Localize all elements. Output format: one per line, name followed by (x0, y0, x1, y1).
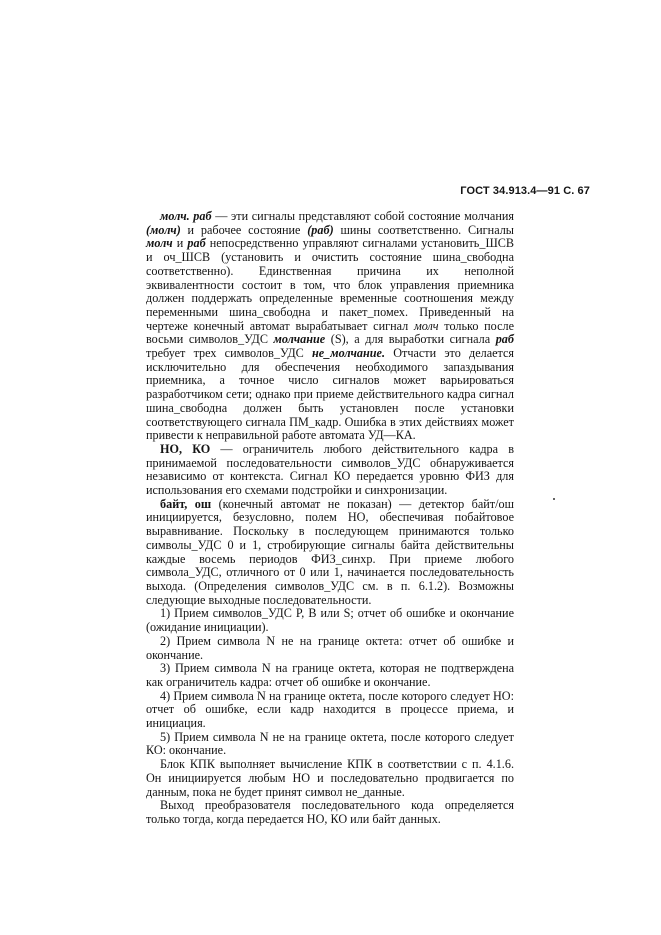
term-molchanie: молчание (273, 332, 326, 347)
text-run: — эти сигналы представляют собой состояние молчания (211, 209, 514, 223)
paragraph-output: Выход преобразователя последовательного кода определяется только тогда, когда передается НО, КО или байт данных. (146, 798, 514, 826)
gost-reference: ГОСТ 34.913.4—91 С. 67 (460, 185, 590, 197)
list-item: 5) Прием символа N не на границе октета, после которого следует КО: окончание. (146, 729, 514, 758)
page-header (410, 185, 590, 197)
text-run: (S), а для выработки сигнала (325, 332, 496, 347)
text-run: только после восьми символов_УДС (146, 318, 514, 347)
term-molch: молч (146, 236, 173, 251)
text-run: Отчасти это делается исключительно для обеспечения необходимого запаздывания приемника, а точное число сигналов может варьироваться разработчиком сети; однако при приеме действительного кадра сигнал шина_свободна должен быть установлен после установки соответствующего сигнала ПМ_кадр. Ошибка в этих действиях может привести к неправильной работе автомата УД—КА. (146, 346, 515, 443)
list-item: 2) Прием символа N не на границе октета: отчет об ошибке и окончание. (146, 633, 514, 662)
list-item: 3) Прием символа N на границе октета, которая не подтверждена как ограничитель кадра: отчет об ошибке и окончание. (146, 661, 514, 689)
scan-speck (496, 744, 498, 746)
paragraph-bait-osh (146, 498, 514, 608)
term-molch: (молч) (146, 222, 181, 237)
text-run: и рабочее состояние (180, 222, 308, 237)
text-run: и (172, 236, 188, 251)
term-bait-osh: байт, ош (160, 496, 212, 511)
term-rab: (раб) (307, 222, 334, 237)
term-rab: раб (187, 236, 206, 251)
text-run: требует трех символов_УДС (146, 346, 312, 361)
paragraph-kpk: Блок КПК выполняет вычисление КПК в соответствии с п. 4.1.6. Он инициируется любым НО и последовательно продвигается по данным, пока не будет принят символ не_данные. (146, 757, 514, 799)
paragraph-no-ko (146, 443, 514, 498)
term-molch-rab: молч. раб (160, 209, 212, 223)
paragraph-molch-rab (146, 210, 514, 443)
text-run: непосредственно управляют сигналами установить_ШСВ и оч_ШСВ (установить и очистить состояние шина_свободна соответственно). Единственная причина их неполной эквивалентности состоит в том, что блок управления приемника должен поддержать определенные временные соотношения между переменными шина_свободна и пакет_помех. Приведенный на чертеже конечный автомат вырабатывает сигнал (146, 236, 514, 333)
term-ne-molchanie: не_молчание. (312, 346, 385, 361)
text-run: (конечный автомат не показан) — детектор байт/ош инициируется, безусловно, полем НО, обеспечивая побайтовое выравнивание. Поскольку в последующем принимаются только символы_УДС 0 и 1, стробирующие сигналы байта действительны каждые восемь периодов ФИЗ_синхр. При приеме любого символа_УДС, отличного от 0 или 1, начинается последовательность выхода. (Определения символов_УДС см. в п. 6.1.2). Возможны следующие выходные последовательности. (146, 496, 514, 607)
text-run: — ограничитель любого действительного кадра в принимаемой последовательности символов_УДС обнаруживается независимо от контекста. Сигнал КО передается уровню ФИЗ для использования его схемами подстройки и синхронизации. (146, 441, 514, 498)
text-run: шины соответственно. Сигналы (333, 222, 514, 237)
list-item: 1) Прием символов_УДС P, B или S; отчет об ошибке и окончание (ожидание инициации). (146, 606, 514, 635)
document-body (146, 210, 514, 827)
scan-speck (553, 498, 555, 500)
term-molch: молч (413, 318, 439, 333)
list-item: 4) Прием символа N на границе октета, после которого следует НО: отчет об ошибке, если кадр находится в процессе приема, и инициация. (146, 688, 514, 731)
term-no-ko: НО, КО (160, 441, 211, 456)
term-rab: раб (495, 332, 514, 347)
